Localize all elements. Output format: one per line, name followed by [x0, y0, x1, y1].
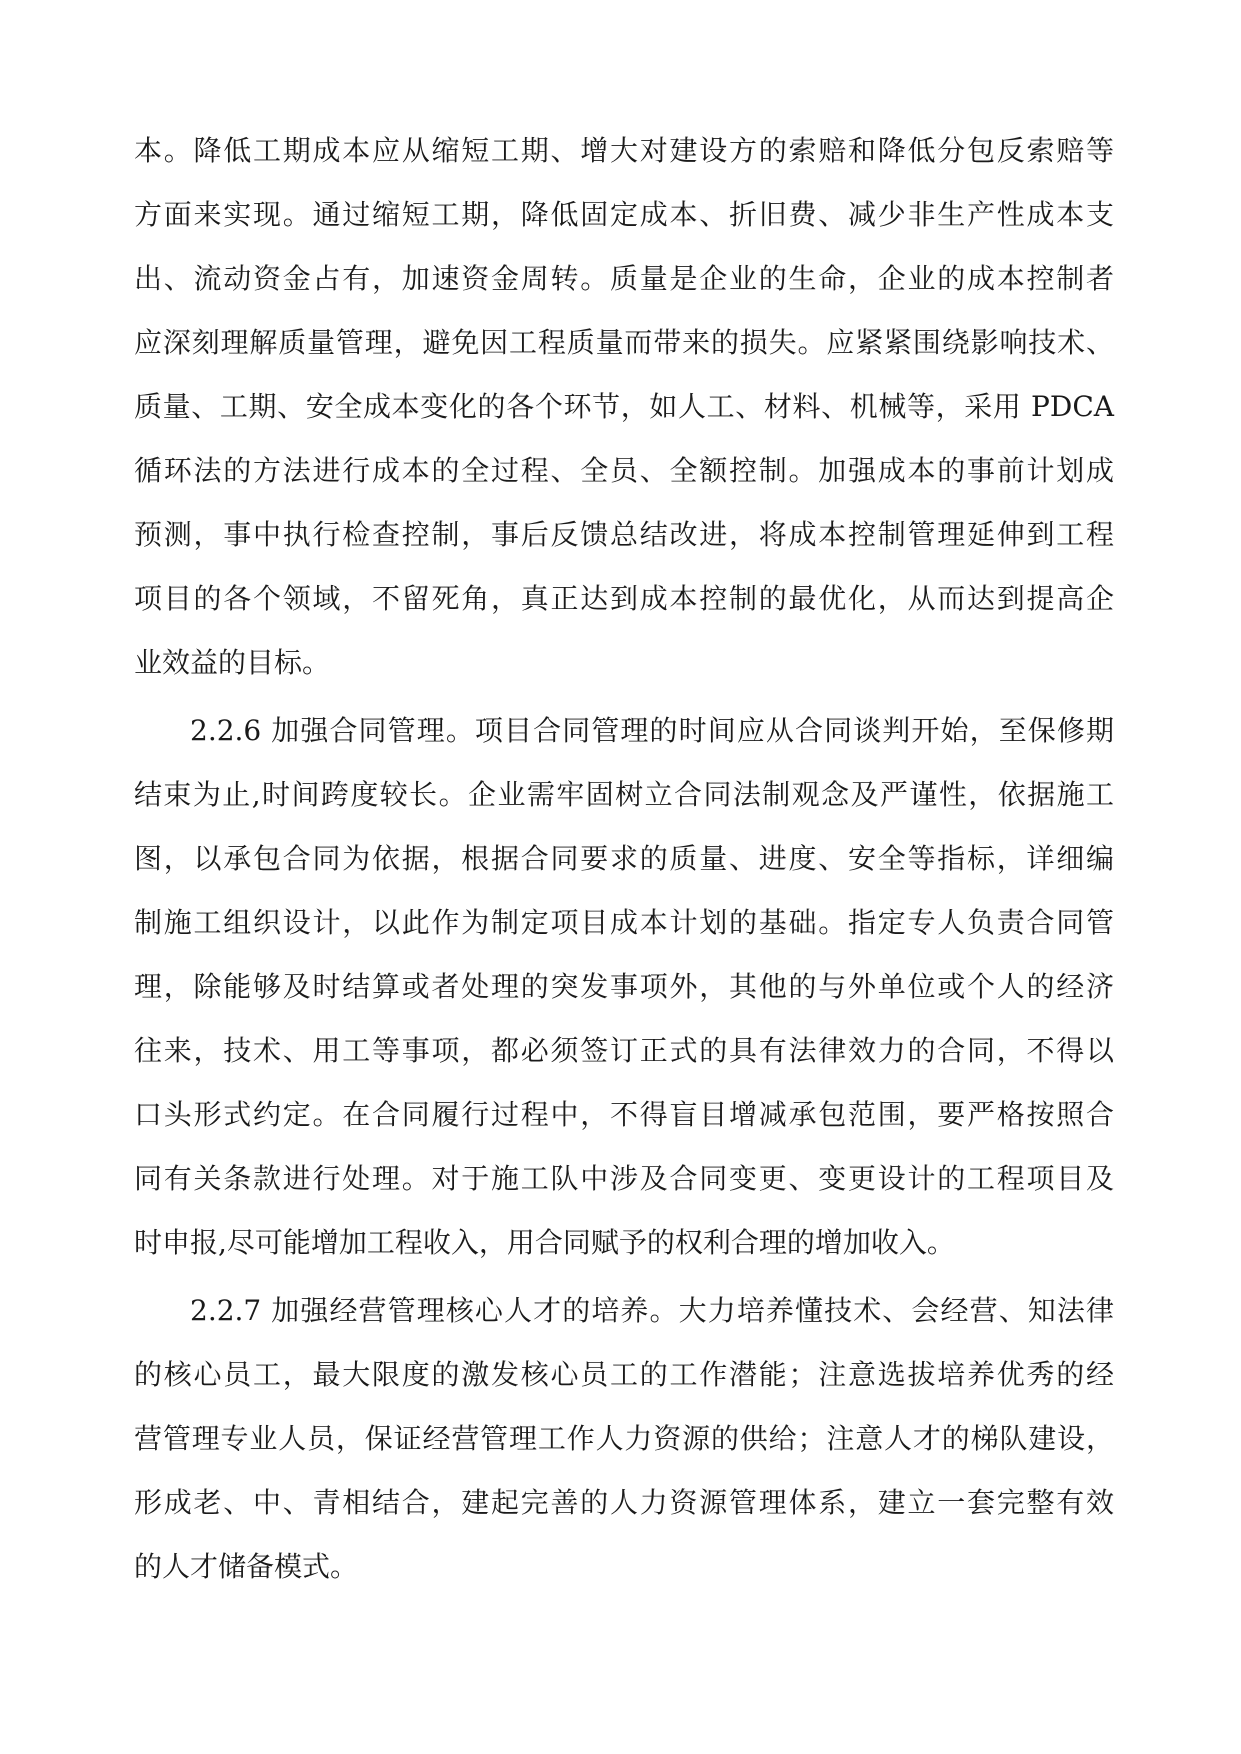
text-line: 出、流动资金占有，加速资金周转。质量是企业的生命，企业的成本控制者 [134, 262, 1114, 295]
paragraph-cost-control [134, 119, 1114, 695]
text-line: 营管理专业人员，保证经营管理工作人力资源的供给；注意人才的梯队建设， [134, 1422, 1114, 1455]
text-line: 本。降低工期成本应从缩短工期、增大对建设方的索赔和降低分包反索赔等 [134, 134, 1114, 167]
section-heading-line: 2.2.7 加强经营管理核心人才的培养。大力培养懂技术、会经营、知法律 [190, 1294, 1114, 1327]
text-line: 应深刻理解质量管理，避免因工程质量而带来的损失。应紧紧围绕影响技术、 [134, 326, 1114, 359]
text-line: 形成老、中、青相结合，建起完善的人力资源管理体系，建立一套完整有效 [134, 1486, 1114, 1519]
paragraph-talent-cultivation [134, 1279, 1114, 1599]
text-line: 的核心员工，最大限度的激发核心员工的工作潜能；注意选拔培养优秀的经 [134, 1358, 1114, 1391]
text-line: 的人才储备模式。 [134, 1550, 359, 1583]
body-text [134, 119, 1114, 1599]
text-line: 同有关条款进行处理。对于施工队中涉及合同变更、变更设计的工程项目及 [134, 1162, 1114, 1195]
text-line: 往来，技术、用工等事项，都必须签订正式的具有法律效力的合同，不得以 [134, 1034, 1114, 1067]
text-line: 制施工组织设计，以此作为制定项目成本计划的基础。指定专人负责合同管 [134, 906, 1114, 939]
text-line: 预测，事中执行检查控制，事后反馈总结改进，将成本控制管理延伸到工程 [134, 518, 1114, 551]
text-line: 业效益的目标。 [134, 646, 331, 679]
text-line: 质量、工期、安全成本变化的各个环节，如人工、材料、机械等，采用 PDCA [134, 390, 1114, 423]
text-line: 循环法的方法进行成本的全过程、全员、全额控制。加强成本的事前计划成 [134, 454, 1114, 487]
paragraph-contract-management [134, 699, 1114, 1275]
text-line: 图，以承包合同为依据，根据合同要求的质量、进度、安全等指标，详细编 [134, 842, 1114, 875]
text-line: 结束为止,时间跨度较长。企业需牢固树立合同法制观念及严谨性，依据施工 [134, 778, 1114, 811]
text-line: 项目的各个领域，不留死角，真正达到成本控制的最优化，从而达到提高企 [134, 582, 1114, 615]
section-heading-line: 2.2.6 加强合同管理。项目合同管理的时间应从合同谈判开始，至保修期 [190, 714, 1114, 747]
text-line: 时申报,尽可能增加工程收入，用合同赋予的权利合理的增加收入。 [134, 1226, 955, 1259]
text-line: 口头形式约定。在合同履行过程中，不得盲目增减承包范围，要严格按照合 [134, 1098, 1114, 1131]
text-line: 方面来实现。通过缩短工期，降低固定成本、折旧费、减少非生产性成本支 [134, 198, 1114, 231]
text-line: 理，除能够及时结算或者处理的突发事项外，其他的与外单位或个人的经济 [134, 970, 1114, 1003]
